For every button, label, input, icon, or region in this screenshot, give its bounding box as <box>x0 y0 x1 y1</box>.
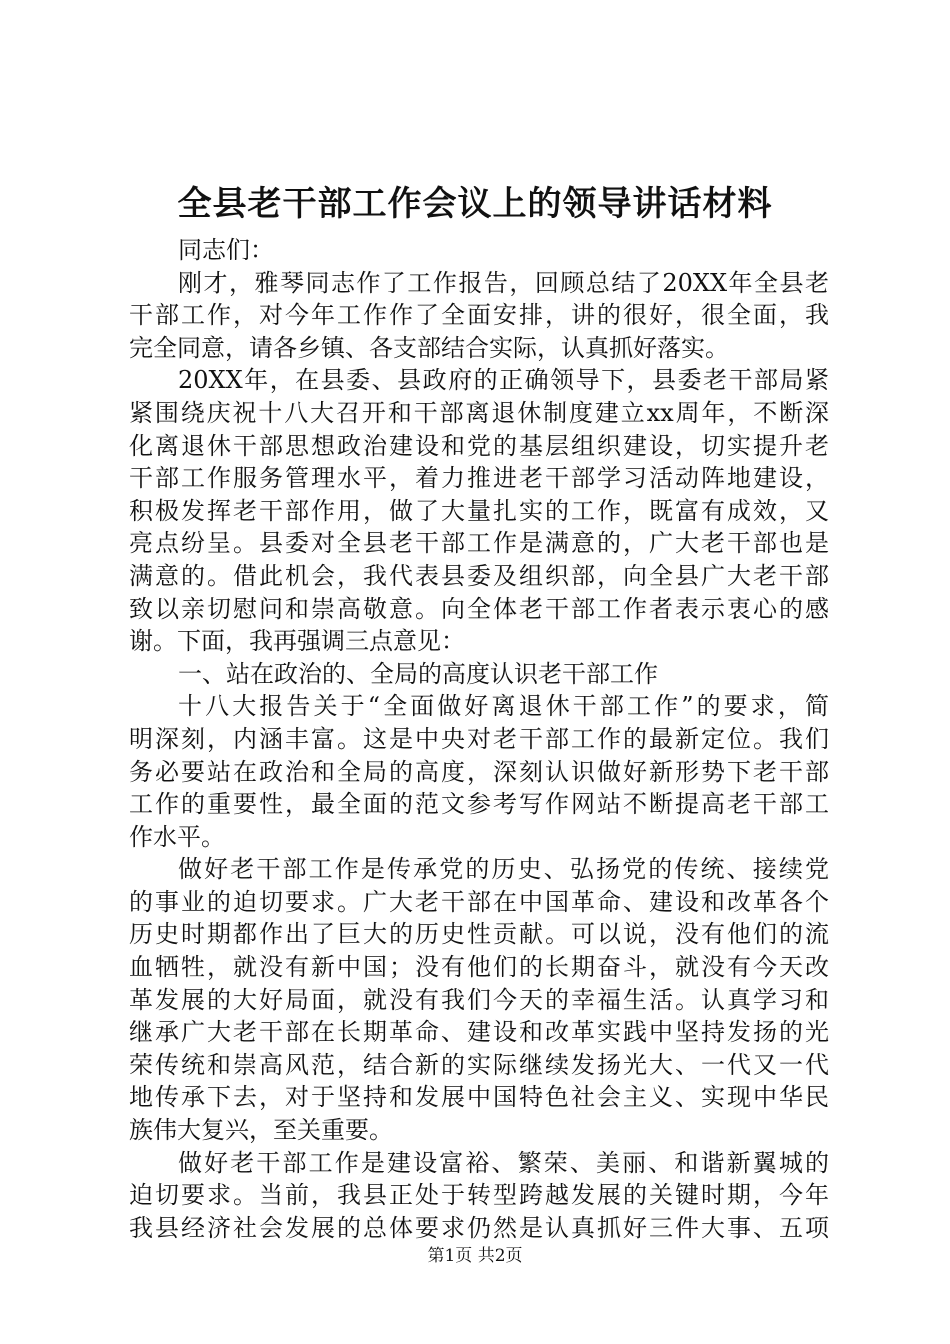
text-line: 荣传统和崇高风范，结合新的实际继续发扬光大、一代又一代 <box>129 1050 829 1079</box>
text-line: 致以亲切慰问和崇高敬意。向全体老干部工作者表示衷心的感 <box>129 594 829 623</box>
text-line: 做好老干部工作是传承党的历史、弘扬党的传统、接续党 <box>178 855 829 884</box>
text-line: 谢。下面，我再强调三点意见： <box>129 627 465 656</box>
text-line: 刚才，雅琴同志作了工作报告，回顾总结了20XX年全县老 <box>178 268 829 297</box>
text-line: 继承广大老干部在长期革命、建设和改革实践中坚持发扬的光 <box>129 1018 829 1047</box>
text-line: 族伟大复兴，至关重要。 <box>129 1116 393 1145</box>
text-line: 一、站在政治的、全局的高度认识老干部工作 <box>178 659 658 688</box>
text-line: 20XX年，在县委、县政府的正确领导下，县委老干部局紧 <box>178 366 829 395</box>
text-line: 同志们： <box>178 236 274 264</box>
text-line: 作水平。 <box>129 822 225 851</box>
document-title: 全县老干部工作会议上的领导讲话材料 <box>177 184 773 224</box>
document-body <box>129 234 829 1244</box>
text-line: 革发展的大好局面，就没有我们今天的幸福生活。认真学习和 <box>129 985 829 1014</box>
text-line: 干部工作，对今年工作作了全面安排，讲的很好，很全面，我 <box>129 301 829 330</box>
page-footer: 第1页 共2页 <box>427 1246 523 1266</box>
text-line: 十八大报告关于“全面做好离退休干部工作”的要求，简 <box>178 692 829 721</box>
text-line: 完全同意，请各乡镇、各支部结合实际，认真抓好落实。 <box>129 333 729 362</box>
text-line: 务必要站在政治和全局的高度，深刻认识做好新形势下老干部 <box>129 757 829 786</box>
text-line: 工作的重要性，最全面的范文参考写作网站不断提高老干部工 <box>129 790 829 819</box>
text-line: 地传承下去，对于坚持和发展中国特色社会主义、实现中华民 <box>129 1083 829 1112</box>
text-line: 历史时期都作出了巨大的历史性贡献。可以说，没有他们的流 <box>129 920 829 949</box>
text-line: 积极发挥老干部作用，做了大量扎实的工作，既富有成效，又 <box>129 496 829 525</box>
text-line: 迫切要求。当前，我县正处于转型跨越发展的关键时期，今年 <box>129 1181 829 1210</box>
text-line: 做好老干部工作是建设富裕、繁荣、美丽、和谐新翼城的 <box>178 1148 829 1177</box>
text-line: 干部工作服务管理水平，着力推进老干部学习活动阵地建设， <box>129 464 829 493</box>
text-line: 明深刻，内涵丰富。这是中央对老干部工作的最新定位。我们 <box>129 724 829 753</box>
text-line: 我县经济社会发展的总体要求仍然是认真抓好三件大事、五项 <box>129 1213 829 1242</box>
text-line: 血牺牲，就没有新中国；没有他们的长期奋斗，就没有今天改 <box>129 953 829 982</box>
text-line: 化离退休干部思想政治建设和党的基层组织建设，切实提升老 <box>129 431 829 460</box>
text-line: 的事业的迫切要求。广大老干部在中国革命、建设和改革各个 <box>129 887 829 916</box>
text-line: 满意的。借此机会，我代表县委及组织部，向全县广大老干部 <box>129 561 829 590</box>
text-line: 亮点纷呈。县委对全县老干部工作是满意的，广大老干部也是 <box>129 529 829 558</box>
text-line: 紧围绕庆祝十八大召开和干部离退休制度建立xx周年，不断深 <box>129 398 829 427</box>
